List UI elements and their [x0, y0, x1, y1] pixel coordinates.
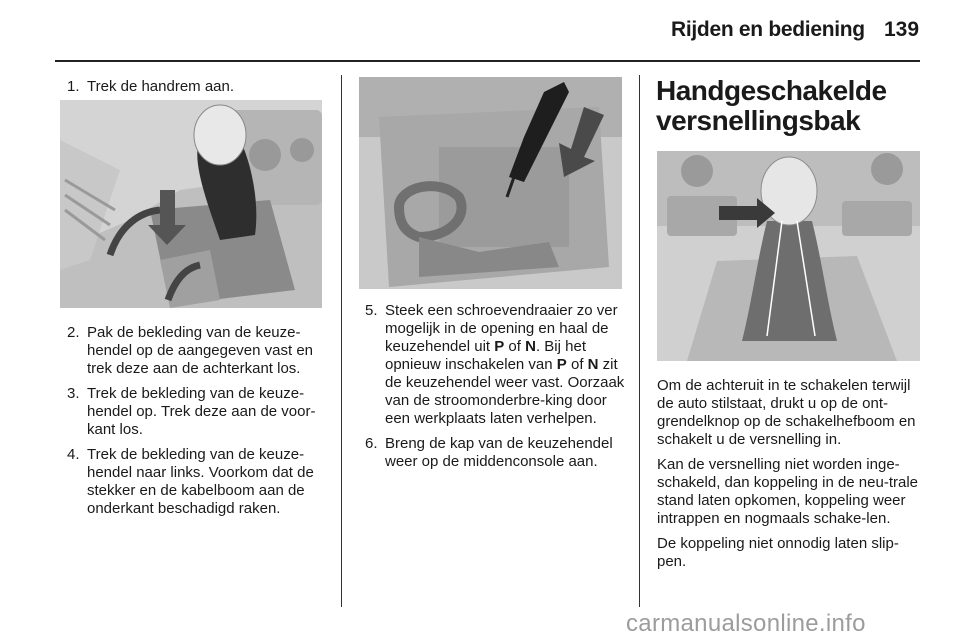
gear-n: N [525, 338, 536, 355]
step-item [365, 435, 625, 471]
step-text: Steek een schroevendraaier zo ver mogelijk in de opening en haal de keuzehendel uit [385, 302, 618, 355]
column-divider-2 [639, 75, 640, 607]
step-number: 1. [67, 78, 80, 95]
gear-p: P [556, 356, 567, 373]
page-number: 139 [884, 18, 920, 41]
step-item [67, 385, 332, 439]
figure-manual-gear-lever [657, 151, 920, 361]
step-number: 6. [365, 435, 378, 452]
watermark: carmanualsonline.info [626, 610, 866, 637]
step-text: Trek de bekleding van de keuze-hendel naar links. Voorkom dat de stekker en de kabelboom aan de onderkant beschadigd raken. [87, 446, 314, 517]
step-text: zit de keuzehendel weer vast. Oorzaak van de stroomonderbre-king door een werkplaats laten verhelpen. [385, 356, 625, 427]
figure-gear-cover-removal [60, 100, 322, 308]
gear-p: P [494, 338, 505, 355]
step-item [67, 324, 332, 378]
column-divider-1 [341, 75, 342, 607]
paragraph: Kan de versnelling niet worden inge-schakeld, dan koppeling in de neu-trale stand laten opkomen, koppeling weer intrappen en nogmaals schake-len. [657, 456, 919, 527]
figure-screwdriver-release [359, 77, 622, 289]
paragraph: De koppeling niet onnodig laten slip-pen. [657, 535, 899, 570]
header-rule [55, 60, 920, 62]
section-title: Rijden en bediening [671, 18, 865, 41]
step-item [365, 302, 625, 428]
paragraph: Om de achteruit in te schakelen terwijl de auto stilstaat, drukt u op de ont-grendelknop op de schakelhefboom en schakelt u de versnelling in. [657, 377, 916, 448]
step-text: of [504, 338, 526, 355]
steps-2-4 [67, 324, 332, 525]
step-number: 3. [67, 385, 80, 402]
step-text: of [566, 356, 588, 373]
section-heading: Handgeschakelde versnellingsbak [656, 75, 887, 136]
step-number: 5. [365, 302, 378, 319]
step-item [67, 78, 332, 96]
step-text: Trek de handrem aan. [87, 78, 235, 95]
step-number: 4. [67, 446, 80, 463]
step-number: 2. [67, 324, 80, 341]
step-text: Trek de bekleding van de keuze-hendel op. Trek deze aan de voor-kant los. [87, 385, 316, 438]
page-header [0, 0, 960, 62]
step-text: Breng de kap van de keuzehendel weer op de middenconsole aan. [385, 435, 613, 470]
step-text: Pak de bekleding van de keuze-hendel op de aangegeven vast en trek deze aan de achterkant los. [87, 324, 314, 377]
step-item [67, 446, 332, 518]
gear-n: N [587, 356, 599, 373]
steps-5-6 [365, 302, 625, 478]
manual-gearbox-text [657, 377, 927, 578]
step-text: . Bij het opnieuw inschakelen van [385, 338, 586, 373]
